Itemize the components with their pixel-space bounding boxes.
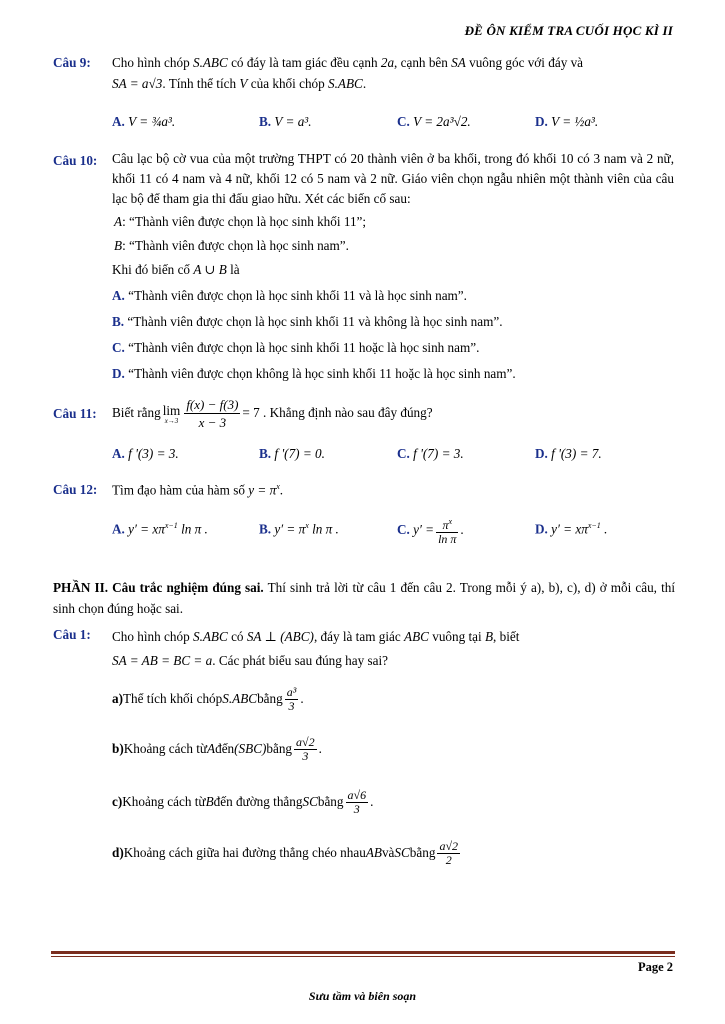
part2-question-1-text: Cho hình chóp S.ABC có SA ⊥ (ABC), đáy là tam giác ABC vuông tại B, biết SA = AB = BC = a. Các phát biểu sau đúng hay sai? [112,629,520,668]
q12-option-a: A. $y' = x\pi^{x-1}$ ln π . [112,521,208,537]
footer-rule-thick [51,951,675,954]
question-10-label: Câu 10: [53,153,98,168]
question-9-text: Cho hình chóp S.ABC có đáy là tam giác đều cạnh 2a, cạnh bên SA vuông góc với đáy và SA = a√3. Tính thể tích V của khối chóp S.ABC. [112,55,584,91]
document-header: ĐỀ ÔN KIỂM TRA CUỐI HỌC KÌ II [464,23,673,38]
statement-c: c) Khoảng cách từ B đến đường thẳng SC bằng $\frac{a√6}{3}$ . [112,787,374,816]
q12-option-b: B. $y' = \pi^x$ ln π . [259,521,339,537]
q10-option-d: D. “Thành viên được chọn không là học sinh khối 11 hoặc là học sinh nam”. [112,366,516,381]
page-number: Page 2 [637,960,673,974]
q10-option-c: C. “Thành viên được chọn là học sinh khối 11 hoặc là học sinh nam”. [112,340,480,355]
q9-option-b: B. V = a³. [259,114,312,129]
statement-b: b) Khoảng cách từ A đến (SBC) bằng $\frac{a√2}{3}$ . [112,734,322,763]
question-11-text: Biết rằng lim x→3 $\frac{f(x) - f(3)}{x - 3}$ = 7 . Khẳng định nào sau đây đúng? [112,396,433,430]
question-9-label: Câu 9: [53,55,91,70]
event-a: A: “Thành viên được chọn là học sinh khối 11”; [114,214,367,229]
question-12-text: Tìm đạo hàm của hàm số $y = \pi^x$. [112,482,284,498]
question-10-text: Câu lạc bộ cờ vua của một trường THPT có 20 thành viên ở ba khối, trong đó khối 10 có 3 nam và 2 nữ, khối 11 có 4 nam và 4 nữ, khối 12 có 5 nam và 2 nữ. Giáo viên chọn ngẫu nhiên một thành viên của câu lạc bộ để tham gia thi đấu giao hữu. Xét các biến cố sau: [112,151,674,206]
footer-rule-thin [51,956,675,957]
statement-a: a) Thể tích khối chóp S.ABC bằng $\frac{\text{a³}}{3}$ . [112,684,304,713]
event-b: B: “Thành viên được chọn là học sinh nam”. [114,238,349,253]
statement-d: d) Khoảng cách giữa hai đường thẳng chéo nhau AB và SC bằng $\frac{a√2}{2}$ [112,838,459,867]
footer-credit: Sưu tầm và biên soạn [308,989,417,1003]
q10-option-b: B. “Thành viên được chọn là học sinh khối 11 và không là học sinh nam”. [112,314,503,329]
q9-option-a: A. V = ¾a³. [112,114,176,129]
q12-option-c: C. y′ = $\frac{\pi^x}{\text{ln π}}$ . [397,516,464,546]
part-2-intro: PHẦN II. Câu trắc nghiệm đúng sai. Thí sinh trả lời từ câu 1 đến câu 2. Trong mỗi ý a), b), c), d) ở mỗi câu, thí sinh chọn đúng hoặc sai. [53,580,675,616]
question-12-label: Câu 12: [53,482,98,497]
union-event-text: Khi đó biến cố A ∪ B là [112,262,240,277]
q9-option-d: D. V = ½a³. [535,114,599,129]
q11-option-b: B. f '(7) = 0. [259,446,325,461]
q11-option-c: C. f '(7) = 3. [397,446,464,461]
part2-question-1-label: Câu 1: [53,627,91,642]
question-11-label: Câu 11: [53,406,97,421]
q12-option-d: D. $y' = x\pi^{x-1}$ . [535,521,608,537]
q11-option-d: D. f '(3) = 7. [535,446,602,461]
q9-option-c: C. V = 2a³√2. [397,114,471,129]
q10-option-a: A. “Thành viên được chọn là học sinh khối 11 và là học sinh nam”. [112,288,467,303]
q11-option-a: A. f '(3) = 3. [112,446,179,461]
